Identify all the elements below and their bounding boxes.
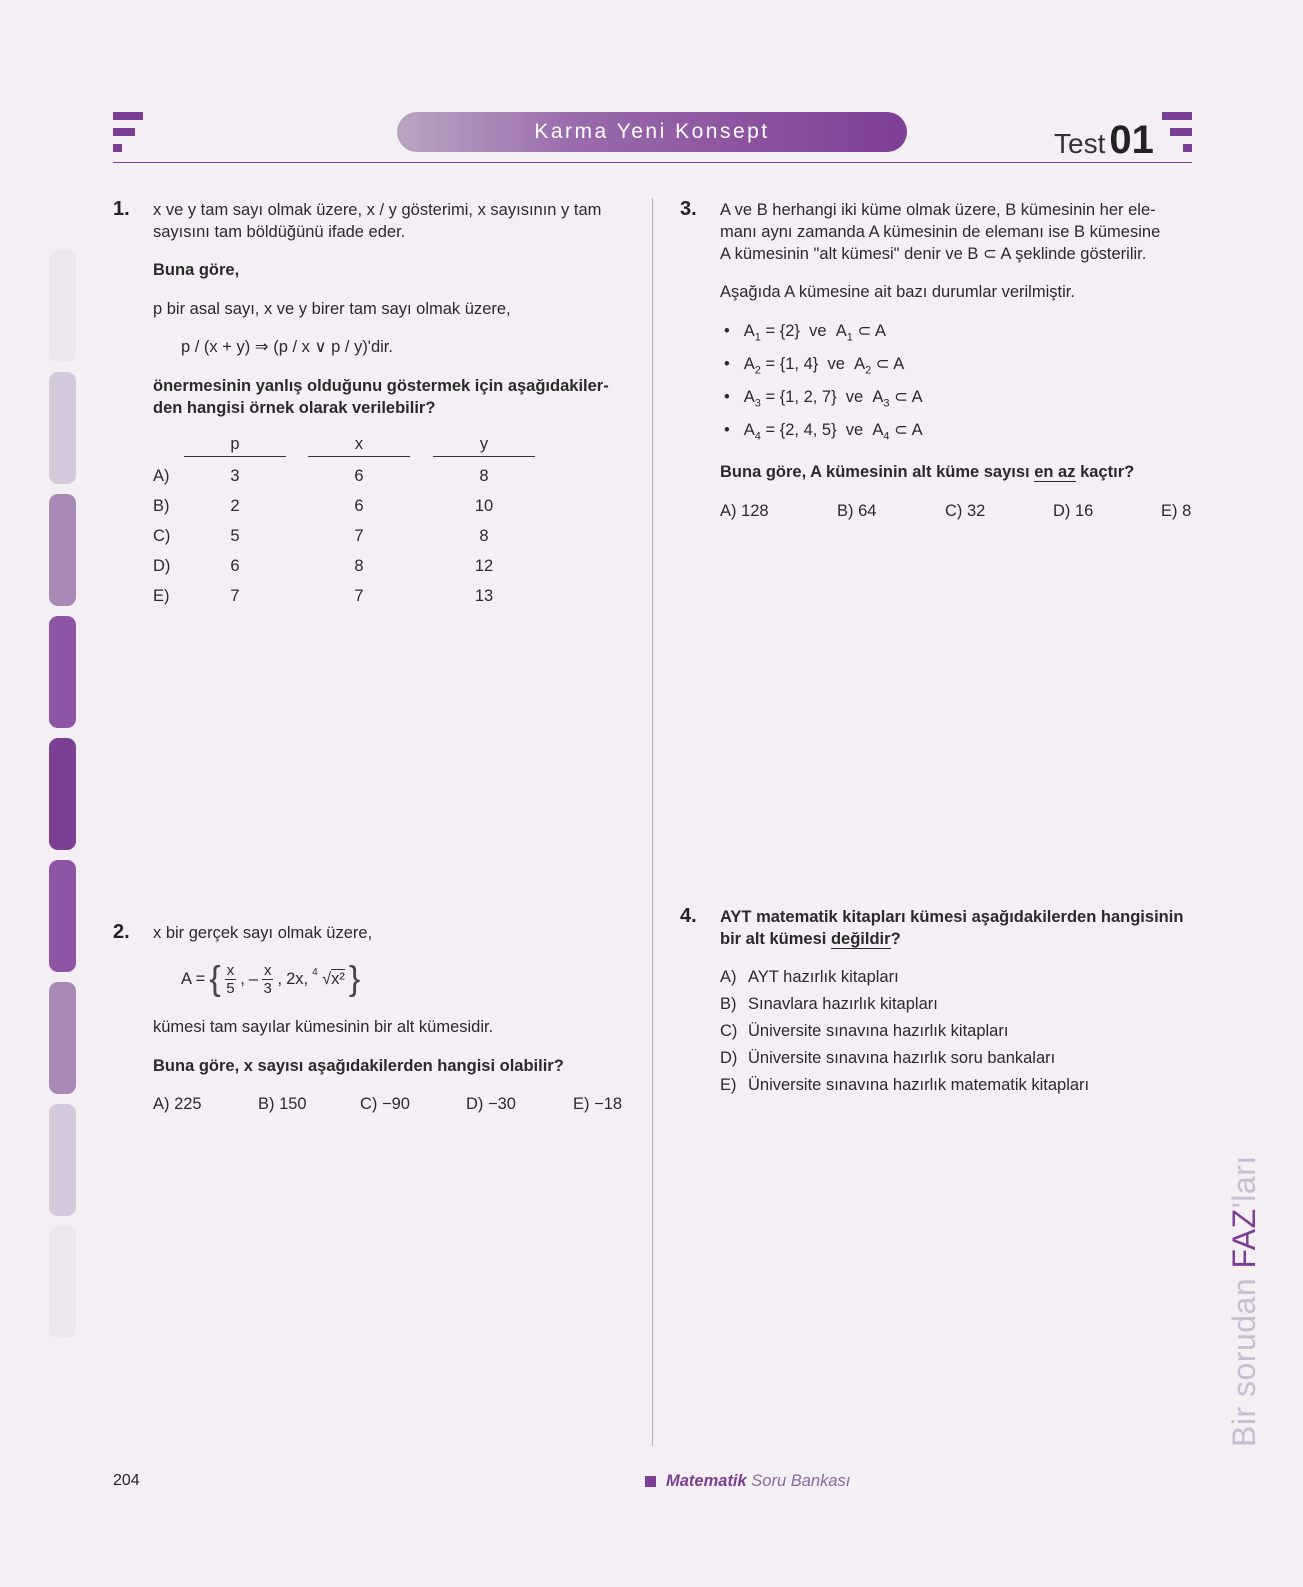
footer-square-icon [645, 1476, 656, 1487]
test-number: 01 [1109, 118, 1154, 162]
q1-question-line: den hangisi örnek olarak verilebilir? [153, 399, 436, 417]
q2-after: kümesi tam sayılar kümesinin bir alt kümesidir. [153, 1018, 494, 1036]
table-header-p: p [184, 435, 286, 457]
option-label: D) [153, 557, 171, 575]
side-tab [49, 982, 76, 1094]
option-label: E) [153, 587, 170, 605]
table-cell: 6 [354, 467, 364, 485]
question-number: 2. [113, 921, 130, 943]
table-cell: 10 [474, 497, 494, 515]
table-cell: 7 [230, 587, 240, 605]
table-cell: 5 [230, 527, 240, 545]
q4-question-line: AYT matematik kitapları kümesi aşağıdakilerden hangisinin [720, 908, 1184, 926]
side-tab [49, 1226, 76, 1338]
q2-question: Buna göre, x sayısı aşağıdakilerden hangisi olabilir? [153, 1057, 564, 1075]
table-cell: 2 [230, 497, 240, 515]
header-rule [113, 162, 1192, 163]
q3-intro-line: A kümesinin "alt kümesi" denir ve B ⊂ A şeklinde gösterilir. [720, 245, 1147, 263]
q3-option-c: C) 32 [945, 502, 986, 520]
table-cell: 8 [479, 467, 489, 485]
q3-intro-line: A ve B herhangi iki küme olmak üzere, B kümesinin her ele- [720, 201, 1156, 219]
footer-book-title: Matematik Soru Bankası [645, 1472, 850, 1491]
side-tab [49, 494, 76, 606]
table-cell: 6 [354, 497, 364, 515]
table-cell: 12 [474, 557, 494, 575]
q2-intro: x bir gerçek sayı olmak üzere, [153, 924, 373, 942]
q2-option-e: E) −18 [573, 1095, 623, 1113]
brand-logo-right [1162, 112, 1192, 152]
column-divider [652, 198, 653, 1446]
q2-set-definition: A = { $\frac{x}{5}$ , – $\frac{x}{3}$ , 2x, 4 √x² } [181, 960, 361, 998]
table-cell: 7 [354, 527, 364, 545]
side-tab [49, 860, 76, 972]
q2-option-c: C) −90 [360, 1095, 410, 1113]
q1-question-line: önermesinin yanlış olduğunu göstermek için aşağıdakiler- [153, 377, 609, 395]
q4-option: A) AYT hazırlık kitapları [720, 968, 899, 986]
page-number: 204 [113, 1472, 140, 1489]
q3-intro-line: manı aynı zamanda A kümesinin de elemanı ise B kümesine [720, 223, 1161, 241]
q3-bullet: • $A_2 = \{1$, 4} ve $A_2$ ⊂ A [724, 355, 905, 377]
table-cell: 3 [230, 467, 240, 485]
q3-intro-line: Aşağıda A kümesine ait bazı durumlar verilmiştir. [720, 283, 1075, 301]
table-cell: 8 [354, 557, 364, 575]
q1-intro-line: sayısını tam böldüğünü ifade eder. [153, 223, 406, 241]
q3-bullet: • $A_3 = \{1$, 2, 7} ve $A_3$ ⊂ A [724, 388, 923, 410]
q1-intro-line: x ve y tam sayı olmak üzere, x / y gösterimi, x sayısının y tam [153, 201, 602, 219]
table-header-y: y [433, 435, 535, 457]
section-banner: Karma Yeni Konsept [397, 112, 907, 152]
side-tab [49, 738, 76, 850]
q2-option-a: A) 225 [153, 1095, 202, 1113]
q3-question: Buna göre, A kümesinin alt küme sayısı en az kaçtır? [720, 463, 1135, 481]
q3-option-d: D) 16 [1053, 502, 1094, 520]
q3-option-a: A) 128 [720, 502, 769, 520]
side-slogan: Bir sorudan FAZ'ları [1226, 1155, 1262, 1447]
q4-option: C) Üniversite sınavına hazırlık kitapları [720, 1022, 1009, 1040]
option-label: C) [153, 527, 171, 545]
side-tab [49, 1104, 76, 1216]
q2-option-b: B) 150 [258, 1095, 307, 1113]
table-cell: 6 [230, 557, 240, 575]
q3-option-b: B) 64 [837, 502, 877, 520]
option-label: A) [153, 467, 170, 485]
question-number: 1. [113, 198, 130, 220]
q2-option-d: D) −30 [466, 1095, 516, 1113]
question-number: 4. [680, 905, 697, 927]
test-label: Test 01 [1054, 118, 1154, 162]
table-cell: 8 [479, 527, 489, 545]
q1-buna: Buna göre, [153, 261, 240, 279]
q3-option-e: E) 8 [1161, 502, 1192, 520]
q3-bullet: • $A_1 = \{2\}$ ve $A_1$ ⊂ A [724, 322, 886, 344]
table-header-x: x [308, 435, 410, 457]
question-number: 3. [680, 198, 697, 220]
table-cell: 13 [474, 587, 494, 605]
q4-option: B) Sınavlara hazırlık kitapları [720, 995, 938, 1013]
q4-question-line: bir alt kümesi değildir? [720, 930, 901, 948]
option-label: B) [153, 497, 170, 515]
q4-option: E) Üniversite sınavına hazırlık matematik kitapları [720, 1076, 1090, 1094]
side-tab [49, 616, 76, 728]
q4-option: D) Üniversite sınavına hazırlık soru bankaları [720, 1049, 1056, 1067]
table-cell: 7 [354, 587, 364, 605]
side-tab [49, 372, 76, 484]
brand-logo-left [113, 112, 143, 152]
side-tab [49, 250, 76, 362]
q1-line: p bir asal sayı, x ve y birer tam sayı olmak üzere, [153, 300, 511, 318]
q1-formula: p / (x + y) ⇒ (p / x ∨ p / y)'dir. [181, 338, 393, 356]
q3-bullet: • $A_4 = \{2$, 4, 5} ve $A_4$ ⊂ A [724, 421, 923, 443]
